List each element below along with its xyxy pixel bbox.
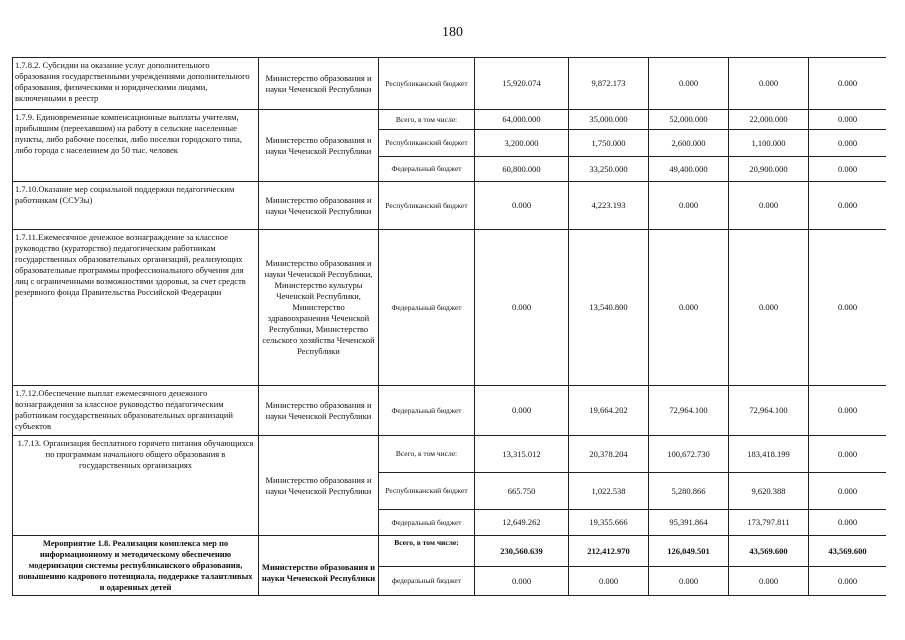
amount-year-2: 19,355.666 bbox=[569, 510, 649, 536]
amount-year-1: 12,649.262 bbox=[475, 510, 569, 536]
responsible-executor: Министерство образования и науки Чеченской Республики bbox=[259, 436, 379, 536]
table-row bbox=[13, 230, 887, 386]
amount-year-1: 64,000.000 bbox=[475, 110, 569, 130]
amount-year-2: 1,022.538 bbox=[569, 473, 649, 510]
amount-year-3: 52,000.000 bbox=[649, 110, 729, 130]
amount-year-5: 0.000 bbox=[809, 436, 887, 473]
amount-year-3: 95,391.864 bbox=[649, 510, 729, 536]
amount-year-5: 43,569.600 bbox=[809, 536, 887, 567]
amount-year-4: 72,964.100 bbox=[729, 386, 809, 436]
amount-year-5: 0.000 bbox=[809, 386, 887, 436]
activity-description: Мероприятие 1.8. Реализация комплекса мер по информационному и методическому обеспечению модернизации системы республиканского образования, повышению кадрового потенциала, поддержке талантливых и одаренных детей bbox=[18, 538, 253, 592]
responsible-executor: Министерство образования и науки Чеченской Республики bbox=[259, 182, 379, 230]
funding-source: Республиканский бюджет bbox=[379, 130, 475, 157]
responsible-executor: Министерство образования и науки Чеченской Республики bbox=[259, 386, 379, 436]
activity-description-cell bbox=[13, 386, 259, 436]
amount-year-1: 60,800.000 bbox=[475, 157, 569, 182]
amount-year-3: 5,280.866 bbox=[649, 473, 729, 510]
amount-year-4: 43,569.600 bbox=[729, 536, 809, 567]
activity-description-cell bbox=[13, 230, 259, 386]
amount-year-4: 0.000 bbox=[729, 58, 809, 110]
activity-description-cell bbox=[13, 58, 259, 110]
table-row bbox=[13, 110, 887, 130]
page-number: 180 bbox=[442, 25, 463, 40]
amount-year-2: 33,250.000 bbox=[569, 157, 649, 182]
amount-year-3: 126,049.501 bbox=[649, 536, 729, 567]
amount-year-2: 4,223.193 bbox=[569, 182, 649, 230]
amount-year-3: 0.000 bbox=[649, 58, 729, 110]
amount-year-4: 0.000 bbox=[729, 182, 809, 230]
budget-table-container bbox=[12, 57, 886, 604]
table-row bbox=[13, 58, 887, 110]
funding-source: Республиканский бюджет bbox=[379, 473, 475, 510]
amount-year-1: 0.000 bbox=[475, 230, 569, 386]
amount-year-1: 0.000 bbox=[475, 182, 569, 230]
amount-year-5: 0.000 bbox=[809, 473, 887, 510]
amount-year-5: 0.000 bbox=[809, 230, 887, 386]
amount-year-2: 35,000.000 bbox=[569, 110, 649, 130]
amount-year-4: 22,000.000 bbox=[729, 110, 809, 130]
funding-source: Федеральный бюджет bbox=[379, 386, 475, 436]
funding-source: Федеральный бюджет bbox=[379, 230, 475, 386]
amount-year-2: 0.000 bbox=[569, 567, 649, 596]
amount-year-5: 0.000 bbox=[809, 130, 887, 157]
amount-year-4: 1,100.000 bbox=[729, 130, 809, 157]
funding-source: Всего, в том числе: bbox=[379, 536, 475, 567]
table-row bbox=[13, 536, 887, 567]
funding-source: Республиканский бюджет bbox=[379, 182, 475, 230]
amount-year-5: 0.000 bbox=[809, 110, 887, 130]
amount-year-4: 0.000 bbox=[729, 567, 809, 596]
amount-year-1: 0.000 bbox=[475, 386, 569, 436]
activity-description: 1.7.9. Единовременные компенсационные выплаты учителям, прибывшим (переехавшим) на работу в сельские населенные пункты, либо рабочие поселки, либо поселки городского типа, либо города с населением до 50 тыс. человек bbox=[15, 112, 242, 155]
amount-year-1: 665.750 bbox=[475, 473, 569, 510]
activity-description-cell bbox=[13, 110, 259, 182]
activity-description-cell bbox=[13, 436, 259, 536]
funding-source: Республиканский бюджет bbox=[379, 58, 475, 110]
table-row bbox=[13, 182, 887, 230]
responsible-executor: Министерство образования и науки Чеченской Республики bbox=[259, 58, 379, 110]
responsible-executor: Министерство образования и науки Чеченской Республики bbox=[259, 536, 379, 596]
amount-year-4: 173,797.811 bbox=[729, 510, 809, 536]
amount-year-3: 2,600.000 bbox=[649, 130, 729, 157]
amount-year-2: 212,412.970 bbox=[569, 536, 649, 567]
amount-year-1: 15,920.074 bbox=[475, 58, 569, 110]
amount-year-3: 100,672.730 bbox=[649, 436, 729, 473]
activity-description: 1.7.10.Оказание мер социальной поддержки педагогическим работникам (ССУЗы) bbox=[15, 184, 235, 205]
table-row bbox=[13, 386, 887, 436]
amount-year-3: 0.000 bbox=[649, 182, 729, 230]
activity-description-cell bbox=[13, 536, 259, 596]
activity-description: 1.7.12.Обеспечение выплат ежемесячного денежного вознаграждения за классное руководство педагогическим работникам государственных образовательных организаций субъектов bbox=[15, 388, 233, 431]
amount-year-5: 0.000 bbox=[809, 58, 887, 110]
amount-year-5: 0.000 bbox=[809, 567, 887, 596]
amount-year-1: 230,560.639 bbox=[475, 536, 569, 567]
amount-year-3: 0.000 bbox=[649, 230, 729, 386]
amount-year-4: 0.000 bbox=[729, 230, 809, 386]
amount-year-3: 49,400.000 bbox=[649, 157, 729, 182]
activity-description-cell bbox=[13, 182, 259, 230]
amount-year-2: 20,378.204 bbox=[569, 436, 649, 473]
funding-source: Федеральный бюджет bbox=[379, 157, 475, 182]
amount-year-4: 20,900.000 bbox=[729, 157, 809, 182]
amount-year-2: 19,664.202 bbox=[569, 386, 649, 436]
amount-year-2: 1,750.000 bbox=[569, 130, 649, 157]
budget-table bbox=[12, 57, 886, 596]
amount-year-5: 0.000 bbox=[809, 510, 887, 536]
amount-year-5: 0.000 bbox=[809, 157, 887, 182]
amount-year-4: 9,620.388 bbox=[729, 473, 809, 510]
table-row bbox=[13, 436, 887, 473]
responsible-executor: Министерство образования и науки Чеченской Республики bbox=[259, 110, 379, 182]
amount-year-1: 3,200.000 bbox=[475, 130, 569, 157]
responsible-executor: Министерство образования и науки Чеченской Республики, Министерство культуры Чеченской Республики, Министерство здравоохранения Чеченской Республики, Министерство сельского хозяйства Чеченской Республики bbox=[259, 230, 379, 386]
amount-year-2: 9,872.173 bbox=[569, 58, 649, 110]
activity-description: 1.7.11.Ежемесячное денежное вознаграждение за классное руководство (кураторство) педагогическим работникам государственных образовательных организаций, реализующих образовательные программы профессионального обучения для лиц с ограниченными возможностями здоровья, за счет средств резервного фонда Правительства Российской Федерации bbox=[15, 232, 246, 297]
activity-description: 1.7.8.2. Субсидии на оказание услуг дополнительного образования государственными учреждениями дополнительного образования, физическими и юридическими лицами, включенными в реестр bbox=[15, 60, 250, 103]
amount-year-1: 0.000 bbox=[475, 567, 569, 596]
amount-year-1: 13,315.012 bbox=[475, 436, 569, 473]
activity-description: 1.7.13. Организация бесплатного горячего питания обучающихся по программам начального общего образования в государственных организациях bbox=[17, 438, 254, 470]
funding-source: Федеральный бюджет bbox=[379, 510, 475, 536]
amount-year-3: 72,964.100 bbox=[649, 386, 729, 436]
amount-year-4: 183,418.199 bbox=[729, 436, 809, 473]
amount-year-2: 13,540.800 bbox=[569, 230, 649, 386]
amount-year-5: 0.000 bbox=[809, 182, 887, 230]
funding-source: Всего, в том числе: bbox=[379, 436, 475, 473]
funding-source: Всего, в том числе: bbox=[379, 110, 475, 130]
amount-year-3: 0.000 bbox=[649, 567, 729, 596]
funding-source: федеральный бюджет bbox=[379, 567, 475, 596]
